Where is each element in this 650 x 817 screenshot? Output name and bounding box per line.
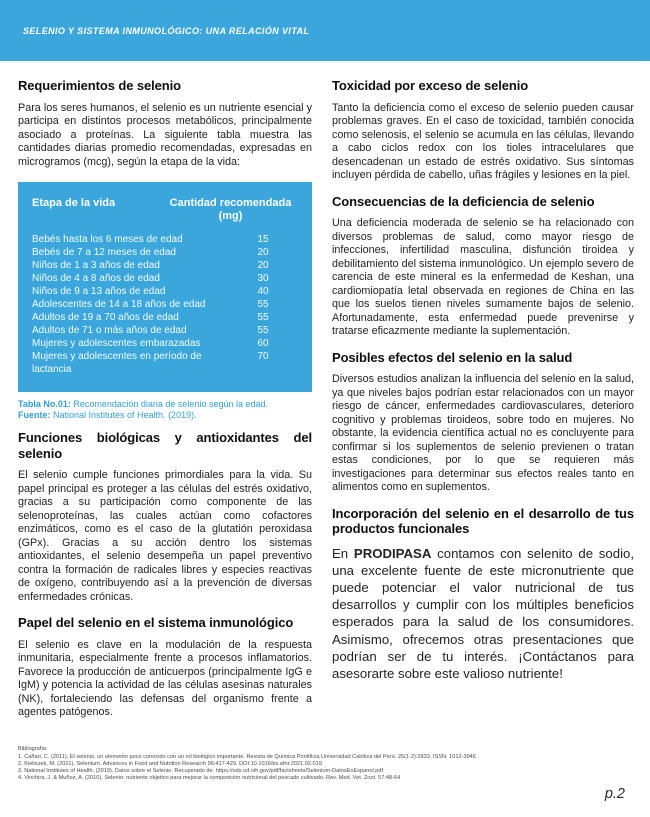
table-cell-value: 55 <box>257 312 269 323</box>
table-cell-label: Mujeres y adolescentes embarazadas <box>32 338 201 349</box>
table-cell-label: Adultos de 19 a 70 años de edad <box>32 312 179 323</box>
paragraph-posibles-efectos: Diversos estudios analizan la influencia del selenio en la salud, ya que niveles bajos podrían estar relacionados con un mayor riesgo de cáncer, enfermedades cardiovasculares, deterioro cognitivo y problemas tiroideos, sobre todo en mujeres. No obstante, la evidencia científica actual no es concluyente para confirmar si los suplementos de selenio previenen o tratan estas condiciones, por lo que se requieren más investigaciones para determinar sus efectos reales tanto en alimentos como en suplementos. <box>332 373 634 493</box>
table-row <box>32 337 298 350</box>
page-number: p.2 <box>604 786 625 802</box>
selenium-rda-table <box>18 182 312 392</box>
table-cell-label: Adolescentes de 14 a 18 años de edad <box>32 299 206 310</box>
table-cell-value: 30 <box>257 273 269 284</box>
table-row <box>32 246 298 259</box>
paragraph-toxicidad: Tanto la deficiencia como el exceso de selenio pueden causar problemas graves. En el caso de toxicidad, también conocida como selenosis, el selenio se acumula en las células, llevando a cabo ciclos redox con los tioles intracelulares que desencadenan un estado de estrés oxidativo. Sus síntomas incluyen pérdida de cabello, uñas frágiles y lesiones en la piel. <box>332 101 634 181</box>
table-caption-text: Recomendación diaria de selenio según la edad. <box>70 399 268 409</box>
right-column <box>332 78 634 731</box>
paragraph-papel-inmunologico: El selenio es clave en la modulación de la respuesta inmunitaria, especialmente frente a procesos inflamatorios. Favorece la producción de anticuerpos (principalmente IgG e IgM) y potencia la actividad de las células asesinas naturales (NK), fortaleciendo las defensas del organismo frente a agentes patógenos. <box>18 638 312 718</box>
table-row <box>32 285 298 298</box>
table-cell-label: Niños de 4 a 8 años de edad <box>32 273 160 284</box>
heading-requerimientos-selenio: Requerimientos de selenio <box>18 78 181 93</box>
paragraph-requerimientos: Para los seres humanos, el selenio es un nutriente esencial y participa en distintos procesos metabólicos, principalmente asociado a proteínas. La siguiente tabla muestra las cantidades diarias promedio recomendadas, expresadas en microgramos (mcg), según la etapa de la vida: <box>18 101 312 168</box>
table-cell-value: 20 <box>257 247 269 258</box>
table-cell-value: 70 <box>257 351 269 362</box>
content-columns <box>0 61 650 731</box>
heading-funciones-biologicas: Funciones biológicas y antioxidantes del selenio <box>18 430 312 461</box>
table-cell-label: Mujeres y adolescentes en período de lactancia <box>32 351 202 375</box>
table-cell-label: Niños de 1 a 3 años de edad <box>32 260 160 271</box>
bibliography-item: 2. Kieliszek, M. (2021). Selenium. Advances in Food and Nutrition Research 96:417-429. DOI:10.1016/bs.afnr.2021.02.019 <box>18 761 322 767</box>
paragraph-consecuencias-deficiencia: Una deficiencia moderada de selenio se ha relacionado con diversos problemas de salud, como mayor riesgo de infecciones, infertilidad masculina, disfunción tiroidea y debilitamiento del sistema inmunológico. Un ejemplo severo de carencia de este mineral es la enfermedad de Keshan, una cardiomiopatía letal observada en regiones de China en las que los suelos tienen niveles sumamente bajos de selenio. Afortunadamente, esta enfermedad puede prevenirse y tratarse eficazmente mediante la suplementación. <box>332 217 634 337</box>
table-header-row <box>32 197 298 222</box>
table-cell-label: Adultos de 71 o más años de edad <box>32 325 187 336</box>
table-cell-label: Niños de 9 a 13 años de edad <box>32 286 166 297</box>
heading-papel-inmunologico: Papel del selenio en el sistema inmunológico <box>18 615 294 630</box>
table-row <box>32 298 298 311</box>
table-cell-label: Bebés de 7 a 12 meses de edad <box>32 247 176 258</box>
table-cell-value: 20 <box>257 260 269 271</box>
bibliography-item: 1. Cañari, C. (2011). El selenio, un elemento poco conocido con un rol biológico importante. Revista de Química Pontificia Universidad Católica del Perú. 25(1-2):2933. ISSN: 1012-3946 <box>18 754 476 760</box>
table-row <box>32 272 298 285</box>
table-cell-value: 55 <box>257 299 269 310</box>
table-cell-label: Bebés hasta los 6 meses de edad <box>32 234 183 245</box>
table-row <box>32 350 298 376</box>
table-col-header-etapa: Etapa de la vida <box>32 197 116 209</box>
table-cell-value: 60 <box>257 338 269 349</box>
heading-incorporacion-productos: Incorporación del selenio en el desarrollo de tus productos funcionales <box>332 505 634 536</box>
table-caption <box>18 399 312 420</box>
table-source-label: Fuente: <box>18 409 51 420</box>
table-caption-label: Tabla No.01: <box>18 399 71 409</box>
heading-consecuencias-deficiencia: Consecuencias de la deficiencia de selenio <box>332 193 595 209</box>
table-row <box>32 324 298 337</box>
table-row <box>32 233 298 246</box>
table-row <box>32 259 298 272</box>
header-bar <box>0 0 650 61</box>
bibliography-item: 3. National Institutes of Health. (2019). Datos sobre el Selenio. Recuperado de: https://ods.od.nih.gov/pdf/factsheets/Selenium-DatosEnEspanol.pdf <box>18 768 384 774</box>
table-cell-value: 55 <box>257 325 269 336</box>
brand-name-prodipasa: PRODIPASA <box>353 545 432 561</box>
paragraph-prodipasa-prefix: En <box>332 545 354 561</box>
heading-toxicidad: Toxicidad por exceso de selenio <box>332 78 529 93</box>
bibliography-item: 4. Vinchira, J. & Muñoz, A. (2010). Selenio: nutriente objetivo para mejorar la composición nutricional del pescado cultivado. Rev. Med. Vet. Zoot. 57:48-64 <box>18 775 401 781</box>
table-row <box>32 311 298 324</box>
document-header-title: SELENIO Y SISTEMA INMUNOLÓGICO: UNA RELACIÓN VITAL <box>23 25 310 36</box>
paragraph-prodipasa-rest: contamos con selenito de sodio, una excelente fuente de este micronutriente que puede potenciar el valor nutricional de tus desarrollos y cumplir con los múltiples beneficios esperados para la salud de los consumidores. Asimismo, ofrecemos otras presentaciones que podrían ser de tu interés. ¡Contáctanos para asesorarte sobre este valioso nutriente! <box>332 545 635 681</box>
table-col-header-cantidad: Cantidad recomendada (mg) <box>169 197 292 222</box>
paragraph-funciones-biologicas: El selenio cumple funciones primordiales para la vida. Su papel principal es proteger a las células del estrés oxidativo, gracias a su participación como componente de las selenoproteínas, las cuales actúan como cofactores enzimáticos, como es el caso de la glutatión peroxidasa (GPx). Gracias a su acción dentro los sistemas antioxidantes, el selenio desempeña un papel preventivo contra la formación de radicales libres y especies reactivas de oxígeno, contribuyendo así a la prevención de diversas enfermedades crónicas. <box>18 469 312 603</box>
bibliography <box>18 746 643 782</box>
heading-posibles-efectos: Posibles efectos del selenio en la salud <box>332 349 573 365</box>
paragraph-prodipasa <box>332 545 634 683</box>
table-cell-value: 15 <box>257 234 269 245</box>
table-cell-value: 40 <box>257 286 269 297</box>
left-column <box>18 78 312 731</box>
bibliography-title: Bibliografía: <box>18 746 48 752</box>
table-source-text: National Institutes of Health. (2019). <box>50 409 197 420</box>
